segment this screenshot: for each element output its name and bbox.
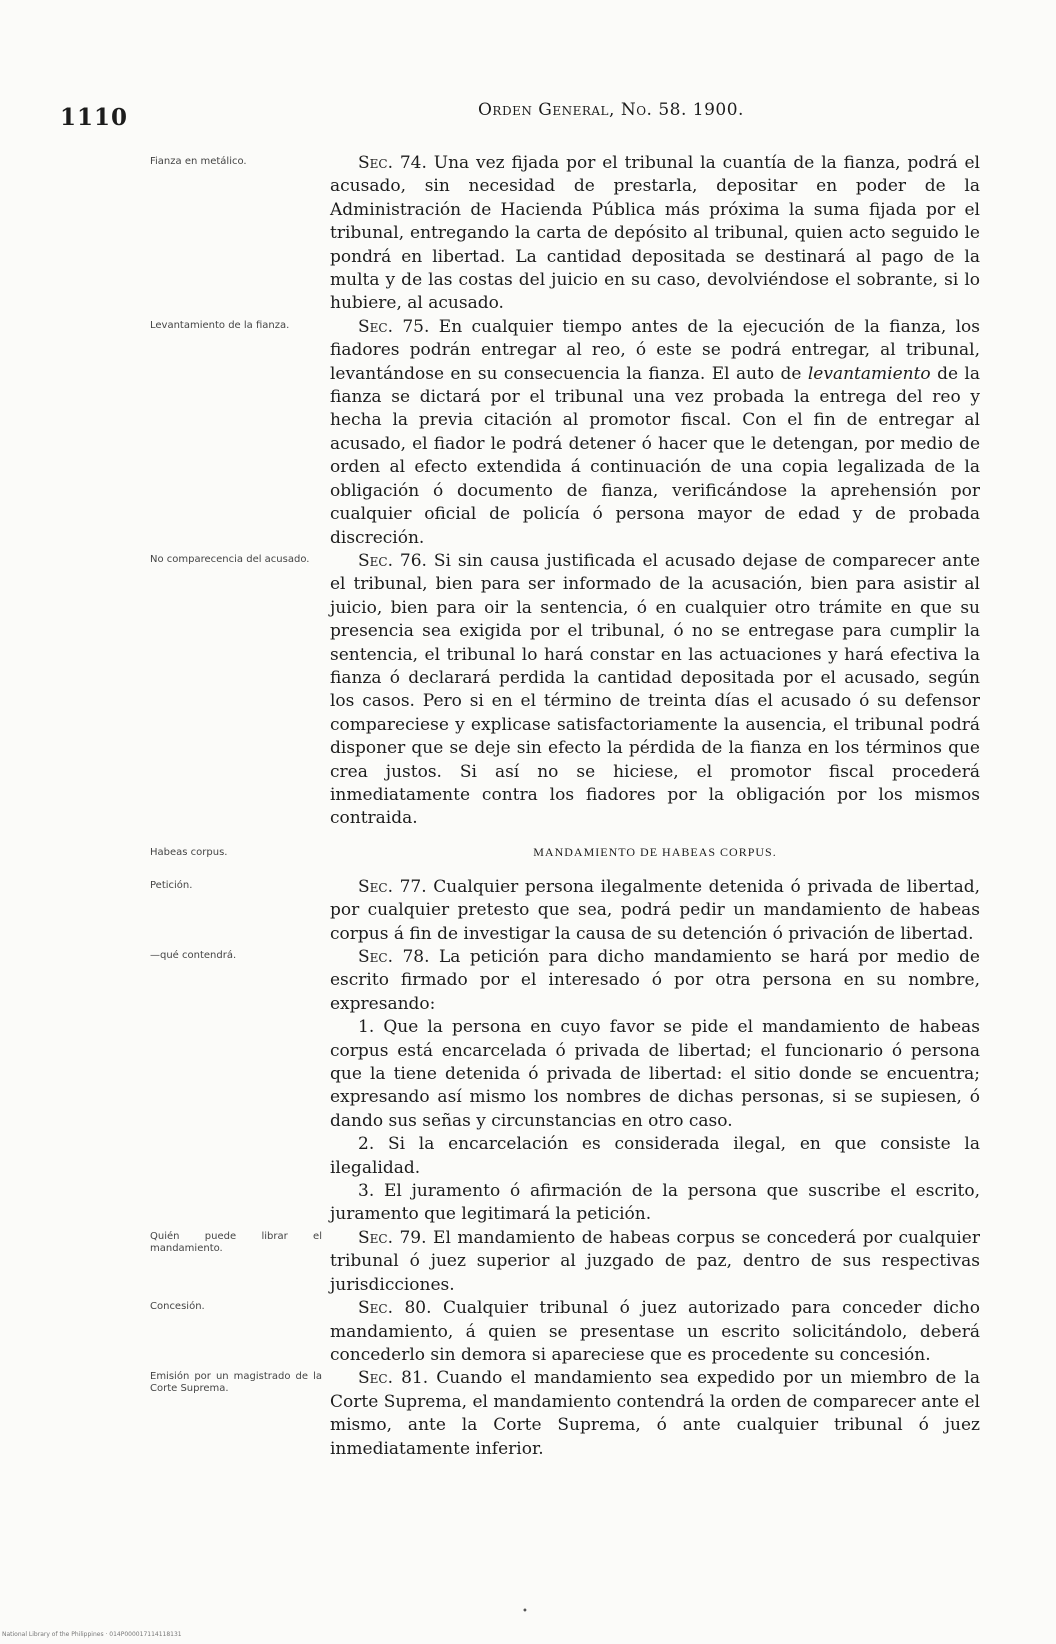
- section-text: Cuando el mandamiento sea expedido por un miembro de la Corte Suprema, el mandamiento contendrá la orden de comparecer ante el mismo, ante la Corte Suprema, ó ante cualquier tribunal ó juez inmediatamente inferior.: [330, 1368, 981, 1459]
- section-text: La petición para dicho mandamiento se hará por medio de escrito firmado por el interesado ó por otra persona en su nombre, expresando:: [330, 947, 980, 1014]
- margin-note: —qué contendrá.: [150, 950, 237, 961]
- page-body: [150, 152, 980, 1461]
- section-heading: MANDAMIENTO DE HABEAS CORPUS.: [533, 844, 777, 859]
- margin-note: Petición.: [150, 879, 193, 891]
- section-78: [150, 946, 980, 1227]
- running-head: Orden General, No. 58. 1900.: [478, 100, 744, 120]
- section-76: [150, 550, 980, 831]
- section-number: Sec. 80.: [358, 1298, 432, 1319]
- section-number: Sec. 79.: [358, 1227, 427, 1248]
- margin-note: Fianza en metálico.: [150, 156, 247, 167]
- page-mark: •: [522, 1606, 528, 1617]
- section-text: El mandamiento de habeas corpus se concederá por cualquier tribunal ó juez superior al juzgado de paz, dentro de sus respectivas jurisdicciones.: [330, 1227, 980, 1295]
- section-81: [150, 1367, 980, 1461]
- section-75: [150, 316, 980, 550]
- section-text: Cualquier persona ilegalmente detenida ó privada de libertad, por cualquier pretesto que sea, podrá pedir un mandamiento de habeas corpus á fin de investigar la causa de su detención ó privación de libertad.: [330, 876, 981, 944]
- list-item: 2. Si la encarcelación es considerada ilegal, en que consiste la ilegalidad.: [330, 1134, 980, 1178]
- section-number: Sec. 81.: [358, 1368, 429, 1389]
- section-text: Una vez fijada por el tribunal la cuantía de la fianza, podrá el acusado, sin necesidad de prestarla, depositar en poder de la Administración de Hacienda Pública más próxima la suma fijada por el tribunal, entregando la carta de depósito al tribunal, quien acto seguido le pondrá en libertad. La cantidad depositada se destinará al pago de la multa y de las costas del juicio en su caso, devolviéndose el sobrante, si lo hubiere, al acusado.: [330, 153, 980, 314]
- section-number: Sec. 76.: [358, 550, 427, 571]
- section-text: Cualquier tribunal ó juez autorizado para conceder dicho mandamiento, á quien se presentase un escrito solicitándolo, deberá concederlo sin demora si apareciese que es procedente su concesión.: [330, 1298, 980, 1365]
- margin-note: Quién puede librar el mandamiento.: [150, 1230, 322, 1254]
- section-number: Sec. 77.: [358, 876, 427, 897]
- section-text: de la fianza se dictará por el tribunal una vez probada la entrega del reo y hecha la previa citación al promotor fiscal. Con el fin de entregar al acusado, el fiador le podrá detener ó hacer que le detengan, por medio de orden al efecto extendida á continuación de una copia legalizada de la obligación ó documento de fianza, verificándose la aprehensión por cualquier oficial de policía ó persona mayor de edad y de probada discreción.: [330, 363, 981, 548]
- section-number: Sec. 74.: [358, 153, 427, 173]
- section-number: Sec. 78.: [358, 947, 430, 967]
- page-number: 1110: [60, 104, 129, 131]
- section-text: En cualquier tiempo antes de la ejecución de la fianza, los fiadores podrán entregar al reo, ó este se podrá entregar, al tribunal, levantándose en su consecuencia la fianza. El auto de: [330, 316, 980, 384]
- list-item: 3. El juramento ó afirmación de la persona que suscribe el escrito, juramento que legitimará la petición.: [330, 1181, 980, 1225]
- margin-note: Levantamiento de la fianza.: [150, 319, 290, 331]
- margin-note: No comparecencia del acusado.: [150, 553, 310, 565]
- section-80: [150, 1297, 980, 1367]
- list-item: 1. Que la persona en cuyo favor se pide el mandamiento de habeas corpus está encarcelada ó privada de libertad; el funcionario ó persona que la tiene detenida ó privada de libertad: el sitio donde se encuentra; expresando así mismo los nombres de dichas personas, si se supiesen, ó dando sus señas y circunstancias en otro caso.: [330, 1017, 980, 1131]
- section-text: Si sin causa justificada el acusado dejase de comparecer ante el tribunal, bien para ser informado de la acusación, bien para asistir al juicio, bien para oir la sentencia, ó en cualquier otro trámite en que su presencia sea exigida por el tribunal, ó no se entregase para cumplir la sentencia, el tribunal lo hará constar en las actuaciones y hará efectiva la fianza ó declarará perdida la cantidad depositada por el acusado, según los casos. Pero si en el término de treinta días el acusado ó su defensor compareciese y explicase satisfactoriamente la ausencia, el tribunal podrá disponer que se deje sin efecto la pérdida de la fianza en los términos que crea justos. Si así no se hiciese, el promotor fiscal procederá inmediatamente contra los fiadores por la obligación por los mismos contraida.: [330, 550, 981, 829]
- margin-note: Habeas corpus.: [150, 846, 228, 858]
- margin-note: Emisión por un magistrado de la Corte Suprema.: [150, 1371, 322, 1395]
- margin-note: Concesión.: [150, 1301, 205, 1313]
- section-77: [150, 876, 980, 946]
- section-number: Sec. 75.: [358, 316, 430, 337]
- section-79: [150, 1227, 980, 1297]
- section-text-emphasis: levantamiento: [807, 363, 931, 384]
- scan-footer: National Library of the Philippines · 014P000017114118131: [2, 1631, 182, 1638]
- habeas-heading-block: [150, 831, 980, 876]
- section-74: [150, 152, 980, 316]
